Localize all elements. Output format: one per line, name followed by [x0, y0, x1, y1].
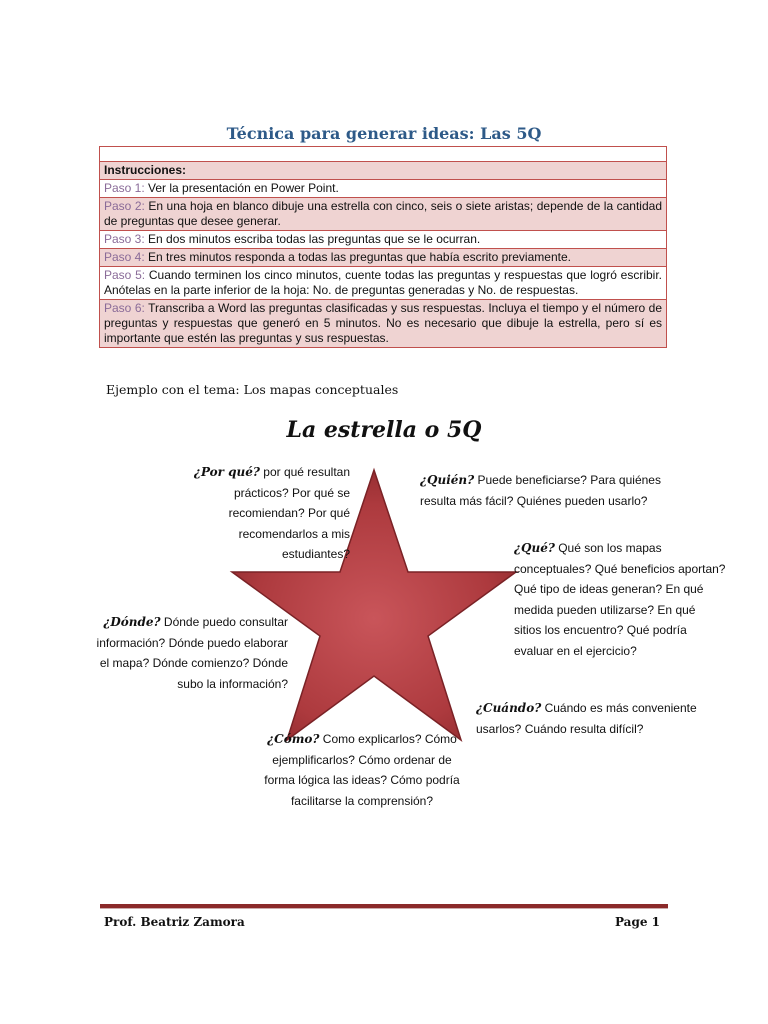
question-keyword: ¿Quién? [420, 473, 475, 487]
question-keyword: ¿Cómo? [267, 732, 320, 746]
question-keyword: ¿Por qué? [193, 465, 260, 479]
table-row-header [100, 162, 667, 180]
instructions-table [99, 146, 667, 348]
question-como [262, 729, 462, 811]
step-label: Paso 3: [104, 232, 145, 246]
question-por-que [170, 462, 350, 565]
question-cuando [476, 698, 726, 739]
question-text: por qué resultan prácticos? Por qué se recomiendan? Por qué recomendarlos a mis estudiantes? [228, 465, 350, 561]
question-keyword: ¿Cuándo? [476, 701, 542, 715]
question-text: Como explicarlos? Cómo ejemplificarlos? Cómo ordenar de forma lógica las ideas? Cómo podría facilitarse la comprensión? [264, 732, 460, 808]
step-text: Transcriba a Word las preguntas clasificadas y sus respuestas. Incluya el tiempo y el número de preguntas y respuestas que generó en 5 minutos. No es necesario que dibuje la estrella, pero sí es importante que estén las preguntas y sus respuestas. [104, 301, 662, 345]
step-label: Paso 5: [104, 268, 146, 282]
step-text: Ver la presentación en Power Point. [144, 181, 339, 195]
question-text: Dónde puedo consultar información? Dónde puedo elaborar el mapa? Dónde comienzo? Dónde subo la información? [96, 615, 288, 691]
step-label: Paso 1: [104, 181, 145, 195]
table-row-step-2 [100, 198, 667, 231]
table-row-blank [100, 147, 667, 162]
step-text: En tres minutos responda a todas las preguntas que había escrito previamente. [144, 250, 571, 264]
table-row-step-3 [100, 231, 667, 249]
step-label: Paso 4: [104, 250, 145, 264]
star-title: La estrella o 5Q [286, 417, 482, 443]
step-text: En una hoja en blanco dibuje una estrella con cinco, seis o siete aristas; depende de la cantidad de preguntas que desee generar. [104, 199, 662, 228]
page-title: Técnica para generar ideas: Las 5Q [226, 124, 542, 143]
question-keyword: ¿Qué? [514, 541, 555, 555]
question-donde [96, 612, 288, 694]
question-text: Cuándo es más conveniente usarlos? Cuándo resulta difícil? [476, 701, 697, 736]
instructions-header: Instrucciones: [100, 162, 667, 180]
table-row-step-4 [100, 249, 667, 267]
step-text: Cuando terminen los cinco minutos, cuente todas las preguntas y respuestas que logró escribir. Anótelas en la parte inferior de la hoja: No. de preguntas generadas y No. de respuestas. [104, 268, 662, 297]
example-heading: Ejemplo con el tema: Los mapas conceptuales [106, 382, 399, 397]
table-row-step-1 [100, 180, 667, 198]
question-keyword: ¿Dónde? [103, 615, 161, 629]
step-label: Paso 2: [104, 199, 145, 213]
footer-page-number: Page 1 [614, 915, 660, 929]
question-text: Qué son los mapas conceptuales? Qué beneficios aportan? Qué tipo de ideas generan? En qué medida pueden utilizarse? En qué sitios los encuentro? Qué podría evaluar en el ejercicio? [514, 541, 726, 658]
question-text: Puede beneficiarse? Para quiénes resulta más fácil? Quiénes pueden usarlo? [420, 473, 661, 508]
table-row-step-5 [100, 267, 667, 300]
footer-author: Prof. Beatriz Zamora [104, 915, 245, 929]
step-label: Paso 6: [104, 301, 145, 315]
question-que [514, 538, 726, 661]
step-text: En dos minutos escriba todas las preguntas que se le ocurran. [144, 232, 481, 246]
table-row-step-6 [100, 300, 667, 348]
footer-divider [100, 904, 668, 909]
question-quien [420, 470, 680, 511]
